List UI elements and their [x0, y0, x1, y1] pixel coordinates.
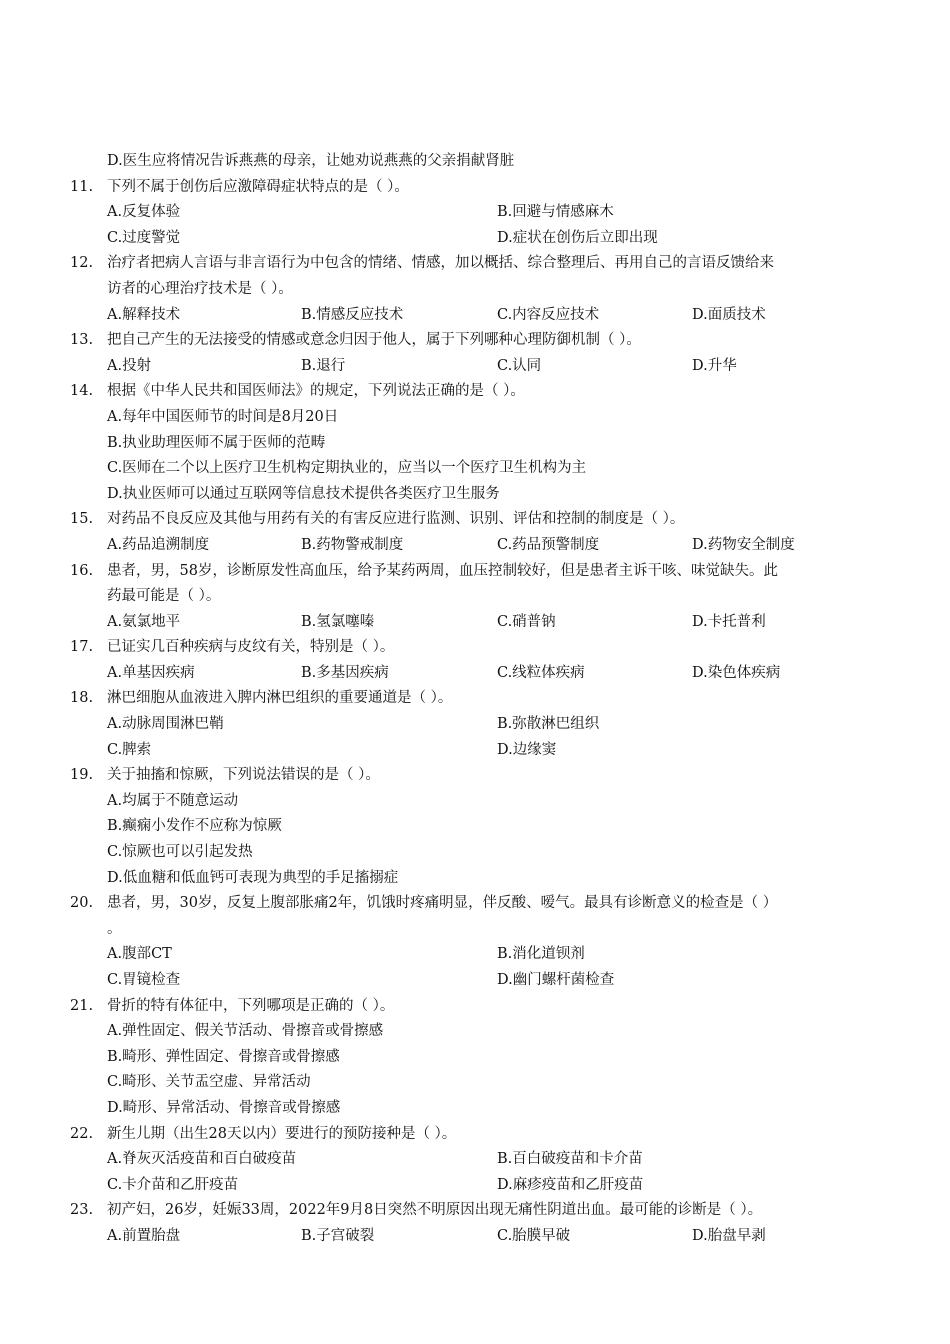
question-stem: 已证实几百种疾病与皮纹有关，特别是（ ）。	[107, 639, 395, 656]
option-b: B.癫痫小发作不应称为惊厥	[107, 818, 282, 835]
option-a: A.每年中国医师节的时间是8月20日	[107, 408, 339, 425]
option-b: B.回避与情感麻木	[497, 204, 614, 221]
option-a: A.脊灰灭活疫苗和百白破疫苗	[107, 1151, 297, 1168]
option-d: D.幽门螺杆菌检查	[497, 972, 615, 988]
option-b: B.弥散淋巴组织	[497, 716, 600, 733]
question-23	[70, 1198, 890, 1249]
option-b: B.消化道钡剂	[497, 946, 585, 963]
question-stem: 初产妇，26岁，妊娠33周，2022年9月8日突然不明原因出现无痛性阴道出血。最可能的诊断是（ ）。	[107, 1202, 763, 1219]
question-stem: 关于抽搐和惊厥，下列说法错误的是（ ）。	[107, 767, 380, 784]
question-22	[70, 1122, 890, 1199]
option-a: A.解释技术	[107, 306, 181, 323]
option-a: A.弹性固定、假关节活动、骨擦音或骨擦感	[107, 1023, 384, 1040]
option-b: B.情感反应技术	[301, 306, 404, 323]
option-a: A.腹部CT	[107, 946, 172, 963]
option-b: B.百白破疫苗和卡介苗	[497, 1151, 643, 1168]
question-stem: 根据《中华人民共和国医师法》的规定，下列说法正确的是（ ）。	[107, 383, 525, 400]
question-stem: 骨折的特有体征中，下列哪项是正确的（ ）。	[107, 997, 395, 1014]
question-number: 16.	[70, 562, 94, 579]
option-d: D.执业医师可以通过互联网等信息技术提供各类医疗卫生服务	[107, 485, 500, 502]
question-19	[70, 763, 890, 891]
question-number: 18.	[70, 690, 94, 707]
question-number: 14.	[70, 383, 94, 400]
option-b: B.药物警戒制度	[301, 536, 404, 553]
question-stem-continued: 。	[107, 920, 122, 937]
question-number: 13.	[70, 332, 94, 349]
option-d: D.卡托普利	[692, 613, 766, 630]
intro-option: D.医生应将情况告诉燕燕的母亲，让她劝说燕燕的父亲捐献肾脏	[107, 153, 515, 169]
question-number: 19.	[70, 767, 94, 784]
intro-line	[70, 149, 890, 175]
question-11	[70, 175, 890, 252]
question-number: 21.	[70, 997, 94, 1014]
question-number: 17.	[70, 639, 94, 656]
option-c: C.医师在二个以上医疗卫生机构定期执业的，应当以一个医疗卫生机构为主	[107, 460, 587, 477]
question-13	[70, 328, 890, 379]
option-d: D.症状在创伤后立即出现	[497, 229, 658, 246]
option-a: A.药品追溯制度	[107, 536, 210, 553]
option-a: A.反复体验	[107, 204, 181, 221]
option-d: D.畸形、异常活动、骨擦音或骨擦感	[107, 1099, 341, 1116]
option-d: D.麻疹疫苗和乙肝疫苗	[497, 1176, 644, 1193]
option-d: D.边缘窦	[497, 741, 557, 758]
option-b: B.多基因疾病	[301, 664, 389, 681]
question-stem: 下列不属于创伤后应激障碍症状特点的是（ ）。	[107, 178, 409, 195]
question-16	[70, 559, 890, 636]
option-b: B.畸形、弹性固定、骨擦音或骨擦感	[107, 1048, 340, 1065]
option-c: C.认同	[497, 357, 542, 374]
question-15	[70, 507, 890, 558]
option-a: A.投射	[107, 357, 152, 374]
option-b: B.子宫破裂	[301, 1227, 375, 1244]
option-c: C.过度警觉	[107, 229, 181, 246]
option-c: C.脾索	[107, 741, 152, 758]
option-a: A.均属于不随意运动	[107, 792, 239, 809]
option-d: D.胎盘早剥	[692, 1227, 766, 1244]
question-12	[70, 251, 890, 328]
option-d: D.低血糖和低血钙可表现为典型的手足搐搦症	[107, 869, 399, 886]
question-18	[70, 686, 890, 763]
question-stem: 患者，男，58岁，诊断原发性高血压，给予某药两周，血压控制较好，但是患者主诉干咳、味觉缺失。此	[107, 562, 778, 579]
option-c: C.畸形、关节盂空虚、异常活动	[107, 1074, 311, 1091]
option-b: B.执业助理医师不属于医师的范畴	[107, 434, 326, 451]
question-stem: 把自己产生的无法接受的情感或意念归因于他人，属于下列哪种心理防御机制（ ）。	[107, 332, 641, 349]
question-14	[70, 379, 890, 507]
question-stem-continued: 药最可能是（ ）。	[107, 588, 221, 605]
question-stem: 对药品不良反应及其他与用药有关的有害反应进行监测、识别、评估和控制的制度是（ ）。	[107, 511, 685, 528]
option-c: C.胎膜早破	[497, 1227, 571, 1244]
option-b: B.氢氯噻嗪	[301, 613, 375, 630]
question-stem: 患者，男，30岁，反复上腹部胀痛2年，饥饿时疼痛明显，伴反酸、嗳气。最具有诊断意义的检查是（ ）	[107, 895, 778, 912]
question-20	[70, 891, 890, 993]
option-a: A.单基因疾病	[107, 664, 195, 681]
option-d: D.升华	[692, 357, 737, 374]
question-stem-continued: 访者的心理治疗技术是（ ）。	[107, 280, 293, 297]
option-c: C.线粒体疾病	[497, 664, 585, 681]
question-17	[70, 635, 890, 686]
option-a: A.前置胎盘	[107, 1227, 181, 1244]
question-number: 11.	[70, 178, 94, 195]
option-c: C.卡介苗和乙肝疫苗	[107, 1176, 239, 1193]
option-c: C.硝普钠	[497, 613, 556, 630]
question-stem: 治疗者把病人言语与非言语行为中包含的情绪、情感，加以概括、综合整理后、再用自己的言语反馈给来	[107, 255, 774, 272]
option-c: C.内容反应技术	[497, 306, 600, 323]
question-document	[70, 149, 890, 1250]
option-d: D.面质技术	[692, 306, 766, 323]
question-number: 12.	[70, 255, 94, 272]
option-a: A.动脉周围淋巴鞘	[107, 716, 224, 733]
option-d: D.染色体疾病	[692, 664, 781, 681]
option-c: C.药品预警制度	[497, 536, 600, 553]
question-number: 22.	[70, 1125, 94, 1142]
option-b: B.退行	[301, 357, 346, 374]
option-c: C.惊厥也可以引起发热	[107, 844, 253, 861]
question-number: 23.	[70, 1202, 94, 1219]
option-a: A.氨氯地平	[107, 613, 181, 630]
option-d: D.药物安全制度	[692, 536, 795, 553]
question-21	[70, 994, 890, 1122]
question-number: 15.	[70, 511, 94, 528]
question-stem: 新生儿期（出生28天以内）要进行的预防接种是（ ）。	[107, 1125, 457, 1142]
option-c: C.胃镜检查	[107, 972, 181, 988]
question-number: 20.	[70, 895, 94, 912]
question-stem: 淋巴细胞从血液进入脾内淋巴组织的重要通道是（ ）。	[107, 690, 453, 707]
